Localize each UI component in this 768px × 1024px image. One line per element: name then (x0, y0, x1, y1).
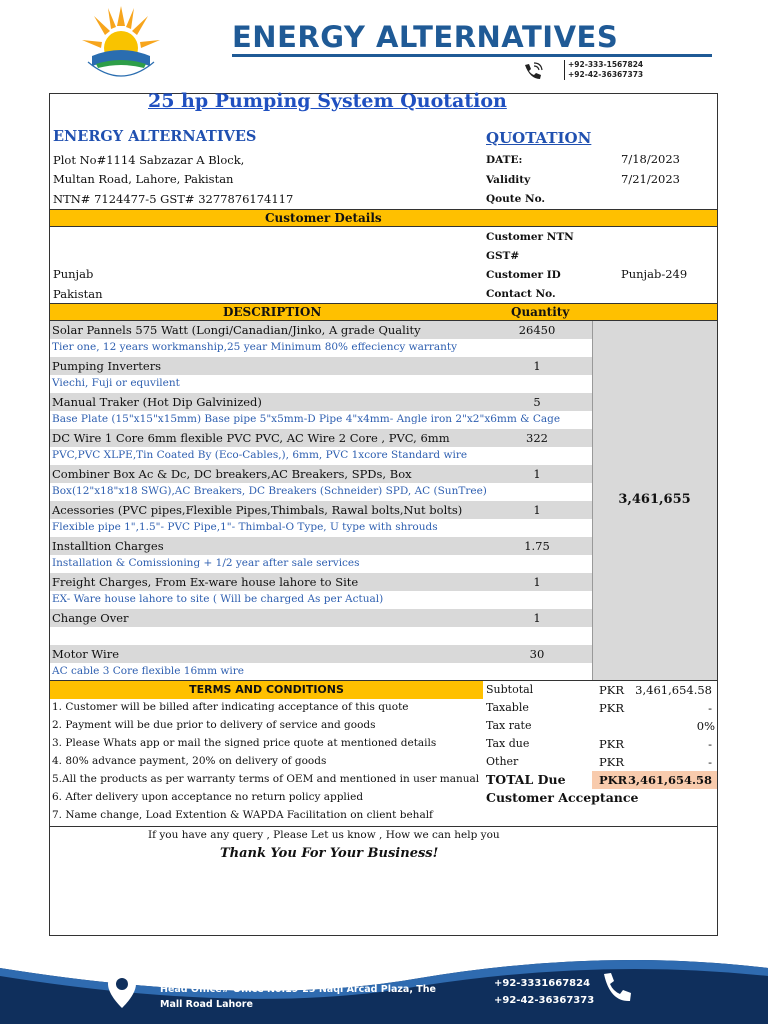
item-detail-row (50, 375, 592, 393)
term-item: 5.All the products as per warranty terms of OEM and mentioned in user manual (52, 773, 480, 785)
thank-you-note: Thank You For Your Business! (220, 846, 439, 861)
term-item: 4. 80% advance payment, 20% on delivery of goods (52, 755, 327, 767)
items-total: 3,461,655 (618, 492, 691, 507)
company-name: ENERGY ALTERNATIVES (53, 128, 257, 145)
subtotal-currency: PKR (599, 683, 624, 697)
item-detail-row (50, 663, 592, 681)
term-item: 3. Please Whats app or mail the signed price quote at mentioned details (52, 737, 437, 749)
contact-no-label: Contact No. (486, 288, 556, 300)
item-row (50, 321, 592, 339)
item-quantity: 1.75 (524, 539, 550, 553)
item-detail: Viechi, Fuji or equvilent (52, 377, 180, 389)
customer-details-heading: Customer Details (265, 211, 382, 225)
company-ntn: NTN# 7124477-5 GST# 3277876174117 (53, 192, 294, 206)
item-quantity: 1 (533, 359, 541, 373)
item-quantity: 5 (533, 395, 541, 409)
footer-phones (494, 975, 594, 1009)
taxdue-currency: PKR (599, 737, 624, 751)
taxrate-label: Tax rate (486, 719, 532, 732)
validity-label: Validity (486, 174, 531, 186)
other-label: Other (486, 755, 519, 768)
item-quantity: 26450 (518, 323, 556, 337)
item-row (50, 537, 592, 555)
item-detail-row (50, 591, 592, 609)
header-phone-1[interactable]: +92-333-1567824 (568, 60, 644, 69)
item-detail: Base Plate (15"x15"x15mm) Base pipe 5"x5mm-D Pipe 4"x4mm- Angle iron 2"x2"x6mm & Cage (52, 413, 561, 425)
customer-city: Punjab (53, 267, 94, 281)
item-row (50, 573, 592, 591)
customer-id-label: Customer ID (486, 269, 561, 281)
customer-details-band (50, 209, 717, 227)
item-row (50, 357, 592, 375)
item-description: Combiner Box Ac & Dc, DC breakers,AC Breakers, SPDs, Box (52, 467, 412, 481)
item-detail-row (50, 483, 592, 501)
date-label: DATE: (486, 154, 523, 166)
term-item: 7. Name change, Load Extention & WAPDA Facilitation on client behalf (52, 809, 433, 821)
footer-divider (50, 826, 717, 827)
footer-phone-2[interactable]: +92-42-36367373 (494, 995, 595, 1006)
item-row (50, 609, 592, 627)
head-office-address: Head Office# Office N0.19-23 Naqi Arcad Plaza, The Mall Road Lahore (160, 984, 436, 1010)
item-description: Manual Traker (Hot Dip Galvinized) (52, 395, 262, 409)
item-row (50, 429, 592, 447)
term-item: 2. Payment will be due prior to delivery of service and goods (52, 719, 376, 731)
item-description: Motor Wire (52, 647, 119, 661)
item-quantity: 1 (533, 503, 541, 517)
item-row (50, 393, 592, 411)
item-description: Pumping Inverters (52, 359, 162, 373)
gst-label: GST# (486, 250, 520, 262)
header-phone-2[interactable]: +92-42-36367373 (568, 70, 644, 79)
item-detail: Flexible pipe 1",1.5"- PVC Pipe,1"- Thimbal-O Type, U type with shrouds (52, 521, 438, 533)
item-detail: Box(12"x18"x18 SWG),AC Breakers, DC Breakers (Schneider) SPD, AC (SunTree) (52, 485, 487, 497)
item-quantity: 1 (533, 611, 541, 625)
other-currency: PKR (599, 755, 624, 769)
item-quantity: 1 (533, 467, 541, 481)
subtotal-value: 3,461,654.58 (635, 683, 712, 697)
date-value: 7/18/2023 (621, 152, 680, 166)
item-detail-row (50, 627, 592, 645)
item-row (50, 501, 592, 519)
taxable-label: Taxable (486, 701, 529, 714)
brand-name: ENERGY ALTERNATIVES (232, 20, 619, 54)
phone-icon (598, 970, 634, 1006)
customer-ntn-label: Customer NTN (486, 231, 574, 243)
sun-logo-icon (78, 4, 164, 90)
item-detail-row (50, 555, 592, 573)
item-detail-row (50, 519, 592, 537)
term-item: 6. After delivery upon acceptance no return policy applied (52, 791, 364, 803)
item-detail-row (50, 411, 592, 429)
brand-underline (232, 54, 712, 57)
quotation-heading: QUOTATION (486, 129, 592, 147)
description-header: DESCRIPTION (223, 305, 322, 319)
company-address-2: Multan Road, Lahore, Pakistan (53, 172, 234, 186)
query-note: If you have any query , Please Let us know , How we can help you (148, 829, 500, 841)
company-address-1: Plot No#1114 Sabzazar A Block, (53, 153, 245, 167)
validity-value: 7/21/2023 (621, 172, 680, 186)
item-description: Installtion Charges (52, 539, 164, 553)
item-description: Freight Charges, From Ex-ware house lahore to Site (52, 575, 359, 589)
footer-phone-1[interactable]: +92-3331667824 (494, 978, 591, 989)
terms-band: TERMS AND CONDITIONS (50, 681, 483, 699)
taxable-currency: PKR (599, 701, 624, 715)
term-item: 1. Customer will be billed after indicating acceptance of this quote (52, 701, 409, 713)
taxrate-value: 0% (696, 719, 715, 733)
item-detail: EX- Ware house lahore to site ( Will be charged As per Actual) (52, 593, 384, 605)
page-title: 25 hp Pumping System Quotation (148, 90, 507, 112)
taxable-value: - (708, 701, 712, 715)
item-quantity: 1 (533, 575, 541, 589)
total-due-currency: PKR (599, 773, 628, 787)
item-detail: AC cable 3 Core flexible 16mm wire (52, 665, 244, 677)
quote-no-label: Qoute No. (486, 193, 546, 205)
taxdue-value: - (708, 737, 712, 751)
item-quantity: 322 (526, 431, 548, 445)
location-pin-icon (105, 968, 139, 1010)
subtotal-label: Subtotal (486, 683, 534, 696)
letterhead (0, 0, 768, 95)
quantity-header: Quantity (511, 305, 570, 319)
item-row (50, 645, 592, 663)
taxdue-label: Tax due (486, 737, 530, 750)
item-detail-row (50, 339, 592, 357)
item-description: Change Over (52, 611, 129, 625)
customer-id-value: Punjab-249 (621, 267, 688, 281)
footer-address (160, 952, 440, 1012)
item-detail: Installation & Comissioning + 1/2 year after sale services (52, 557, 360, 569)
item-description: Solar Pannels 575 Watt (Longi/Canadian/Jinko, A grade Quality (52, 323, 421, 337)
workshop-address: Work Shop# Plot NO.1114 Sabzazar A Block Multan Road Lahore (160, 954, 435, 980)
phone-signal-icon (522, 62, 544, 80)
item-detail-row (50, 447, 592, 465)
total-due-label: TOTAL Due (486, 772, 566, 787)
item-quantity: 30 (529, 647, 545, 661)
total-due-value: 3,461,654.58 (627, 773, 712, 787)
other-value: - (708, 755, 712, 769)
item-description: DC Wire 1 Core 6mm flexible PVC PVC, AC Wire 2 Core , PVC, 6mm (52, 431, 450, 445)
customer-country: Pakistan (53, 287, 103, 301)
item-detail: Tier one, 12 years workmanship,25 year Minimum 80% effeciency warranty (52, 341, 458, 353)
customer-acceptance: Customer Acceptance (486, 790, 639, 805)
item-detail: PVC,PVC XLPE,Tin Coated By (Eco-Cables,), 6mm, PVC 1xcore Standard wire (52, 449, 468, 461)
table-header-band (50, 303, 717, 321)
item-description: Acessories (PVC pipes,Flexible Pipes,Thimbals, Rawal bolts,Nut bolts) (52, 503, 463, 517)
item-row (50, 465, 592, 483)
